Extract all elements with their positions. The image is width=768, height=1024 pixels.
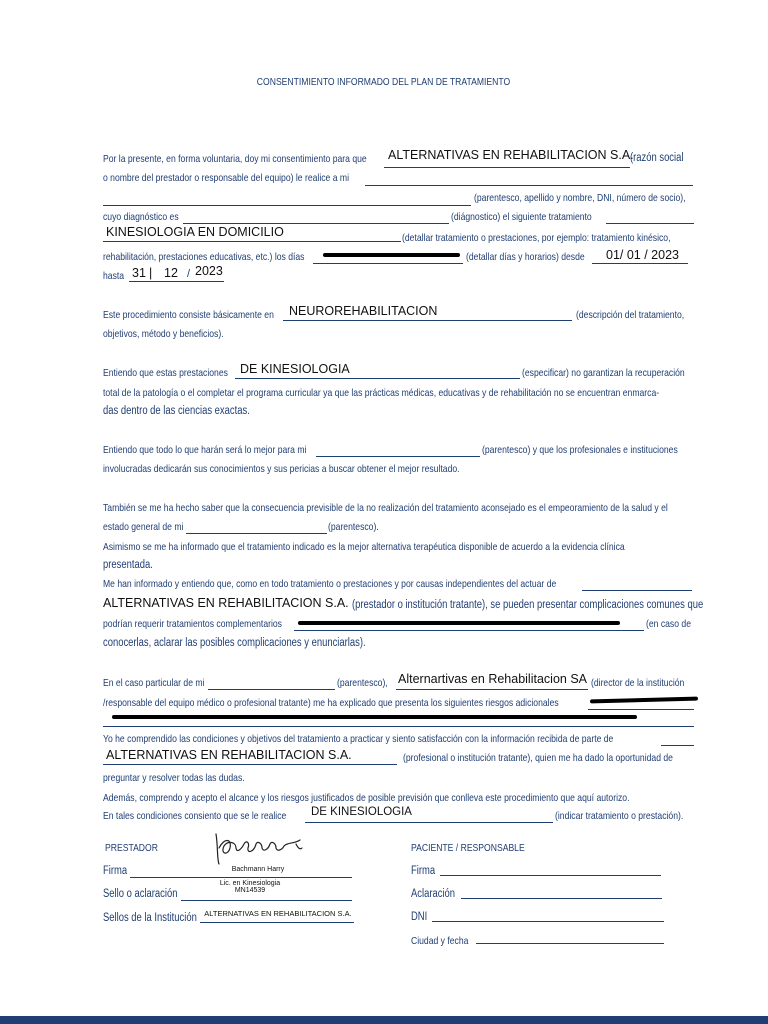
patient-aclaracion-label: Aclaración: [411, 888, 456, 900]
complementary-line: [294, 630, 644, 631]
p2-line1-b: (descripción del tratamiento,: [576, 309, 685, 321]
p3-line1-b: (especificar) no garantizan la recuperación: [522, 367, 685, 379]
director-line: [396, 689, 588, 690]
p5-line7: podrían requerir tratamientos complementarios: [103, 618, 282, 630]
p1-line5: (detallar tratamiento o prestaciones, por ejemplo: tratamiento kinésico,: [402, 232, 671, 244]
signature-image: [210, 826, 306, 866]
p3-line3: das dentro de las ciencias exactas.: [103, 405, 250, 417]
p2-line2: objetivos, método y beneficios).: [103, 328, 224, 340]
stamp-name: Bachmann Harry: [231, 866, 285, 873]
patient-dni-label: DNI: [411, 911, 428, 923]
p7-line5: En tales condiciones consiento que se le realice: [103, 810, 287, 822]
p6-line1-b: (parentesco),: [337, 677, 388, 689]
until-sep-1: |: [149, 266, 153, 280]
p7-line1: Yo he comprendido las condiciones y objetivos del tratamiento a practicar y siento satisfacción con la información recibida de parte de: [103, 733, 614, 745]
final-treatment-field[interactable]: DE KINESIOLOGIA: [311, 806, 412, 818]
treatment-field[interactable]: KINESIOLOGIA EN DOMICILIO: [106, 225, 284, 239]
footer-bar: [0, 1016, 768, 1024]
from-date-field[interactable]: 01/ 01 / 2023: [606, 248, 679, 262]
until-sep-2: /: [187, 268, 191, 280]
redaction-days: [323, 253, 460, 257]
p6-line1-c: (director de la institución: [591, 677, 685, 689]
p3-line2: total de la patología o el completar el programa curricular ya que las prácticas médicas, educativas y de rehabilitación no se encuentran enmarca-: [103, 387, 660, 399]
p1-line1-tail: (razón social: [630, 152, 684, 164]
diagnosis-line: [183, 223, 449, 224]
patient-firma-line[interactable]: [440, 875, 661, 876]
stamp-mn: MN14539: [234, 887, 266, 894]
provider-field[interactable]: ALTERNATIVAS EN REHABILITACION S.A.: [388, 148, 634, 162]
provider-sello-line[interactable]: [181, 900, 352, 901]
p2-line1: Este procedimiento consiste básicamente en: [103, 309, 274, 321]
p7-line3: preguntar y resolver todas las dudas.: [103, 772, 245, 784]
p7-line2: (profesional o institución tratante), quien me ha dado la oportunidad de: [403, 752, 673, 764]
p1-line6-b: (detallar días y horarios) desde: [466, 251, 585, 263]
p7-line5-b: (indicar tratamiento o prestación).: [555, 810, 684, 822]
provider-heading: PRESTADOR: [105, 842, 158, 854]
professional-field[interactable]: ALTERNATIVAS EN REHABILITACION S.A.: [106, 748, 352, 762]
patient-heading: PACIENTE / RESPONSABLE: [411, 842, 525, 854]
redaction-risks-1: [590, 697, 698, 704]
p5-line6: (prestador o institución tratante), se pueden presentar complicaciones comunes que: [352, 599, 704, 611]
risks-line-2: [103, 726, 694, 727]
stamp-title: Lic. en Kinesiologia: [219, 880, 281, 887]
provider-sellos-label: Sellos de la Institución: [103, 912, 197, 924]
until-day[interactable]: 31: [132, 266, 146, 280]
p4-line2: involucradas dedicarán sus conocimientos y sus pericias a buscar obtener el mejor resultado.: [103, 463, 460, 475]
p5-relation-line: [186, 533, 327, 534]
patient-dni-line[interactable]: [432, 921, 664, 922]
until-year[interactable]: 2023: [195, 264, 223, 278]
prof-line-a: [661, 745, 694, 746]
p5-line8: conocerlas, aclarar las posibles complicaciones y enunciarlas).: [103, 637, 366, 649]
p5-line3: Asimismo se me ha informado que el tratamiento indicado es la mejor alternativa terapéutica disponible de acuerdo a la evidencia clínica: [103, 541, 625, 553]
procedure-field[interactable]: NEUROREHABILITACION: [289, 304, 438, 318]
procedure-line: [283, 320, 572, 321]
provider-line: [384, 167, 630, 168]
actor-field[interactable]: ALTERNATIVAS EN REHABILITACION S.A.: [103, 596, 349, 610]
until-month[interactable]: 12: [164, 266, 178, 280]
p6-line2: /responsable del equipo médico o profesional tratante) me ha explicado que presenta los siguientes riesgos adicionales: [103, 697, 559, 709]
prestaciones-line: [235, 378, 520, 379]
patient-firma-label: Firma: [411, 865, 436, 877]
provider-sello-label: Sello o aclaración: [103, 888, 178, 900]
p5-line1: También se me ha hecho saber que la consecuencia previsible de la no realización del tratamiento aconsejado es el empeoramiento de la salud y el: [103, 502, 668, 514]
professional-line: [103, 764, 397, 765]
p6-line1: En el caso particular de mi: [103, 677, 205, 689]
director-field[interactable]: Alternartivas en Rehabilitacion SA: [398, 672, 587, 686]
p5-line7-b: (en caso de: [646, 618, 691, 630]
prestaciones-field[interactable]: DE KINESIOLOGIA: [240, 362, 350, 376]
p5-line5: Me han informado y entiendo que, como en todo tratamiento o prestaciones y por causas independientes del actuar de: [103, 578, 557, 590]
p7-line4: Además, comprendo y acepto el alcance y los riesgos justificados de posible previsión que conlleva este procedimiento que aquí autorizo.: [103, 792, 630, 804]
until-line: [129, 281, 224, 282]
patient-line-2: [103, 205, 471, 206]
provider-sellos-line[interactable]: [200, 922, 354, 923]
p1-line6: rehabilitación, prestaciones educativas, etc.) los días: [103, 251, 305, 263]
redaction-risks-2: [112, 715, 637, 719]
p6-relation-line: [208, 689, 335, 690]
p1-line1: Por la presente, en forma voluntaria, doy mi consentimiento para que: [103, 153, 367, 165]
final-treatment-line: [305, 822, 553, 823]
document-title: CONSENTIMIENTO INFORMADO DEL PLAN DE TRATAMIENTO: [257, 76, 511, 88]
p1-line4: cuyo diagnóstico es: [103, 211, 179, 223]
p1-line2: o nombre del prestador o responsable del equipo) le realice a mi: [103, 172, 350, 184]
redaction-complementary: [298, 621, 620, 625]
patient-ciudad-line[interactable]: [476, 943, 664, 944]
days-line: [313, 263, 463, 264]
treatment-line: [103, 241, 401, 242]
from-line: [592, 263, 688, 264]
p1-line7: hasta: [103, 270, 125, 282]
patient-aclaracion-line[interactable]: [461, 898, 662, 899]
provider-firma-label: Firma: [103, 865, 128, 877]
risks-line-1: [588, 709, 694, 710]
p5-line2-b: (parentesco).: [328, 521, 379, 533]
actor-line-a: [582, 590, 692, 591]
p1-line3: (parentesco, apellido y nombre, DNI, número de socio),: [474, 192, 686, 204]
p4-relation-line: [316, 456, 480, 457]
treatment-line-a: [606, 223, 694, 224]
p1-line4-b: (diágnostico) el siguiente tratamiento: [451, 211, 592, 223]
p5-line2: estado general de mi: [103, 521, 184, 533]
p4-line1-b: (parentesco) y que los profesionales e instituciones: [482, 444, 678, 456]
p5-line4: presentada.: [103, 559, 153, 571]
institution-stamp: ALTERNATIVAS EN REHABILITACION S.A.: [204, 909, 352, 918]
p4-line1: Entiendo que todo lo que harán será lo mejor para mi: [103, 444, 307, 456]
provider-firma-line[interactable]: [130, 877, 352, 878]
patient-ciudad-label: Ciudad y fecha: [411, 935, 469, 947]
p3-line1: Entiendo que estas prestaciones: [103, 367, 228, 379]
patient-line: [365, 185, 693, 186]
